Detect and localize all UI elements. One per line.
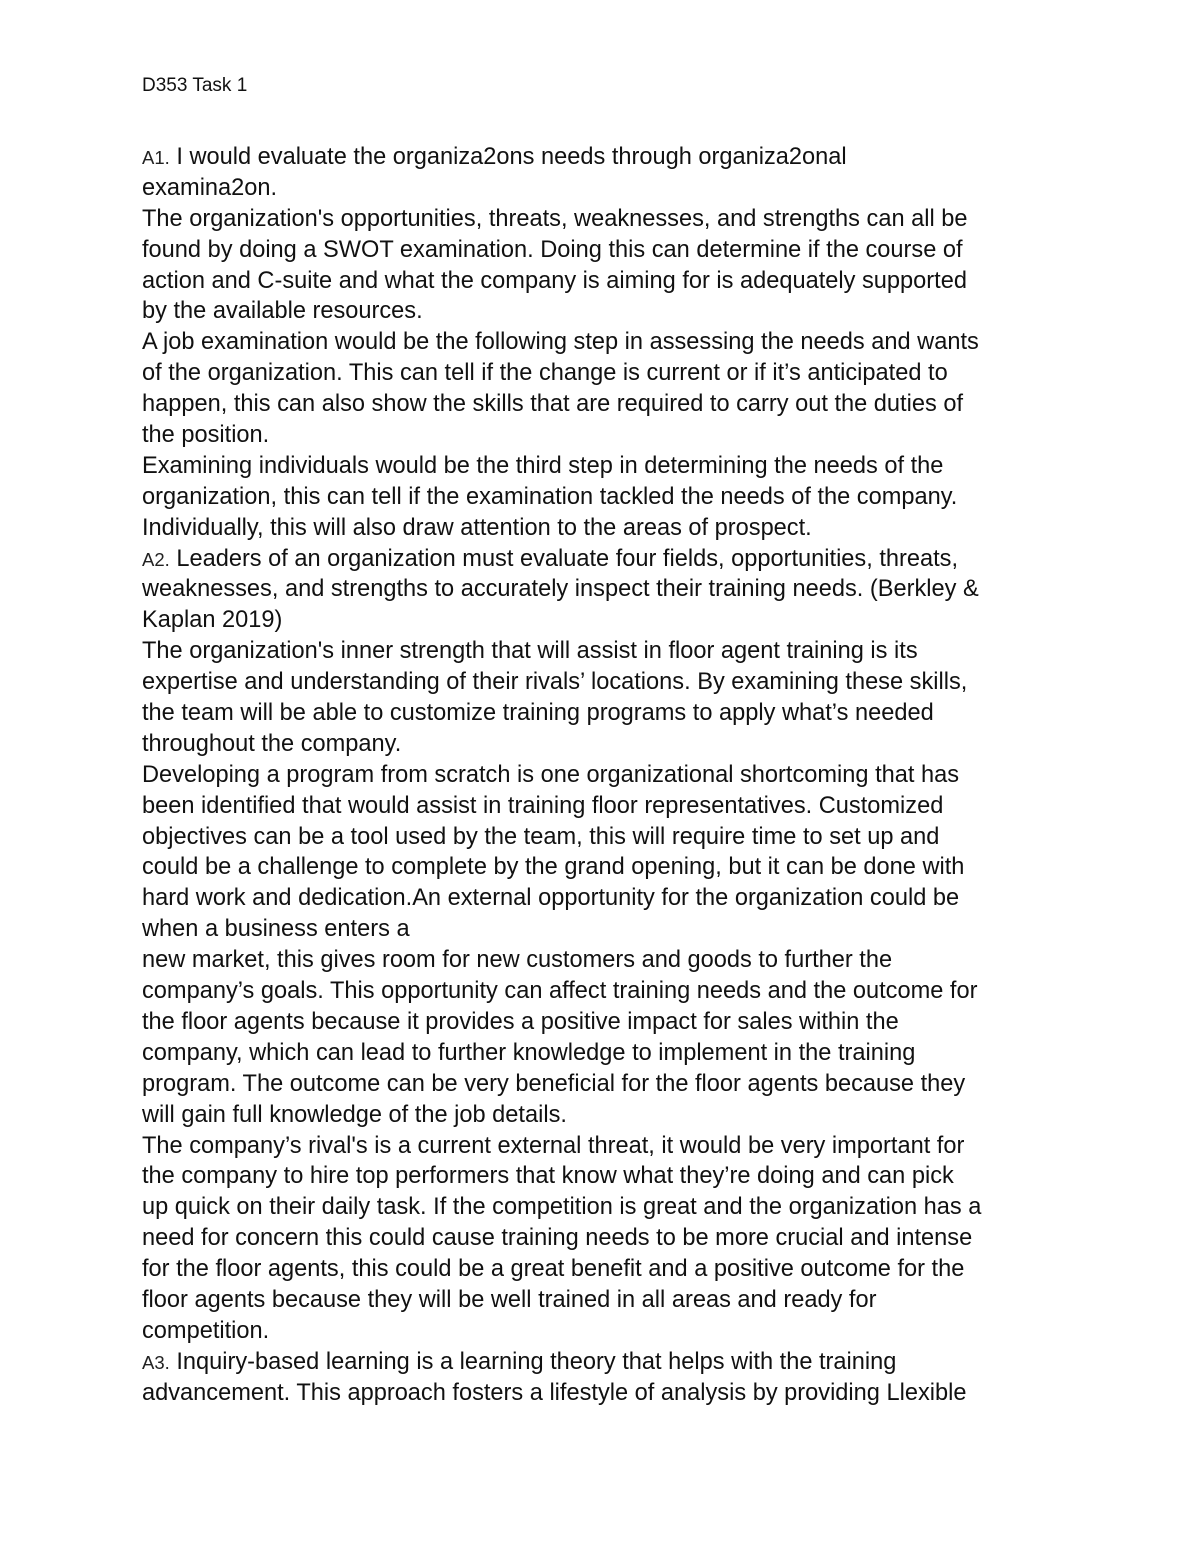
section-label: A2.	[142, 548, 170, 570]
line-text: The company’s rival's is a current external threat, it would be very important for	[142, 1132, 965, 1159]
line-text: happen, this can also show the skills that are required to carry out the duties of	[142, 391, 964, 418]
line-text: examina2on.	[142, 174, 278, 201]
text-line	[142, 1254, 1072, 1285]
text-line	[142, 544, 1072, 575]
line-text: action and C-suite and what the company is aiming for is adequately supported	[142, 267, 967, 294]
text-line	[142, 1038, 1072, 1069]
line-text: will gain full knowledge of the job details.	[142, 1101, 567, 1128]
text-line	[142, 266, 1072, 297]
line-text: found by doing a SWOT examination. Doing this can determine if the course of	[142, 236, 963, 263]
line-text: the floor agents because it provides a positive impact for sales within the	[142, 1008, 899, 1035]
text-line	[142, 1161, 1072, 1192]
section-label: A3.	[142, 1351, 170, 1373]
text-line	[142, 1223, 1072, 1254]
text-line	[142, 142, 1072, 173]
line-text: new market, this gives room for new customers and goods to further the	[142, 947, 893, 974]
text-line	[142, 1378, 1072, 1409]
line-text: Inquiry-based learning is a learning theory that helps with the training	[169, 1348, 897, 1375]
line-text: Examining individuals would be the third step in determining the needs of the	[142, 452, 944, 479]
line-text: the team will be able to customize training programs to apply what’s needed	[142, 700, 934, 727]
text-line	[142, 1131, 1072, 1162]
text-line	[142, 204, 1072, 235]
line-text: for the floor agents, this could be a great benefit and a positive outcome for the	[142, 1256, 965, 1283]
text-line	[142, 822, 1072, 853]
line-text: competition.	[142, 1317, 270, 1344]
text-line	[142, 1347, 1072, 1378]
text-line	[142, 1007, 1072, 1038]
line-text: the position.	[142, 422, 270, 449]
line-text: advancement. This approach fosters a lifestyle of analysis by providing Llexible	[142, 1379, 967, 1406]
line-text: Individually, this will also draw attention to the areas of prospect.	[142, 514, 812, 541]
text-line	[142, 574, 1072, 605]
text-line	[142, 1100, 1072, 1131]
text-line	[142, 976, 1072, 1007]
line-text: throughout the company.	[142, 730, 402, 757]
text-line	[142, 760, 1072, 791]
text-line	[142, 327, 1072, 358]
line-text: The organization's opportunities, threats, weaknesses, and strengths can all be	[142, 205, 968, 232]
text-line	[142, 605, 1072, 636]
line-text: expertise and understanding of their rivals’ locations. By examining these skills,	[142, 669, 968, 696]
text-line	[142, 1285, 1072, 1316]
line-text: Leaders of an organization must evaluate four fields, opportunities, threats,	[169, 545, 959, 572]
line-text: Kaplan 2019)	[142, 607, 283, 634]
line-text: could be a challenge to complete by the grand opening, but it can be done with	[142, 854, 965, 881]
line-text: program. The outcome can be very beneficial for the floor agents because they	[142, 1070, 966, 1097]
line-text: organization, this can tell if the examination tackled the needs of the company.	[142, 483, 958, 510]
line-text: weaknesses, and strengths to accurately inspect their training needs. (Berkley &	[142, 576, 979, 603]
line-text: the company to hire top performers that know what they’re doing and can pick	[142, 1163, 954, 1190]
text-line	[142, 883, 1072, 914]
line-text: Developing a program from scratch is one organizational shortcoming that has	[142, 761, 960, 788]
text-line	[142, 852, 1072, 883]
line-text: up quick on their daily task. If the competition is great and the organization has a	[142, 1194, 982, 1221]
line-text: I would evaluate the organiza2ons needs through organiza2onal	[169, 144, 847, 170]
line-text: floor agents because they will be well trained in all areas and ready for	[142, 1286, 877, 1313]
line-text: by the available resources.	[142, 298, 423, 325]
text-line	[142, 945, 1072, 976]
text-line	[142, 1069, 1072, 1100]
document-body	[142, 142, 1072, 1409]
line-text: when a business enters a	[142, 916, 410, 943]
text-line	[142, 451, 1072, 482]
line-text: hard work and dedication.An external opportunity for the organization could be	[142, 885, 960, 912]
text-line	[142, 296, 1072, 327]
text-line	[142, 389, 1072, 420]
section-label: A1.	[142, 147, 170, 168]
page-header: D353 Task 1	[142, 75, 248, 96]
text-line	[142, 482, 1072, 513]
text-line	[142, 513, 1072, 544]
line-text: need for concern this could cause training needs to be more crucial and intense	[142, 1225, 973, 1252]
text-line	[142, 667, 1072, 698]
line-text: been identified that would assist in training floor representatives. Customized	[142, 792, 944, 819]
text-line	[142, 791, 1072, 822]
text-line	[142, 1316, 1072, 1347]
text-line	[142, 636, 1072, 667]
text-line	[142, 173, 1072, 204]
text-line	[142, 729, 1072, 760]
text-line	[142, 914, 1072, 945]
line-text: A job examination would be the following step in assessing the needs and wants	[142, 329, 979, 356]
line-text: The organization's inner strength that will assist in floor agent training is its	[142, 638, 918, 665]
line-text: company’s goals. This opportunity can affect training needs and the outcome for	[142, 978, 978, 1005]
text-line	[142, 235, 1072, 266]
text-line	[142, 358, 1072, 389]
text-line	[142, 420, 1072, 451]
line-text: company, which can lead to further knowledge to implement in the training	[142, 1039, 916, 1066]
text-line	[142, 698, 1072, 729]
line-text: objectives can be a tool used by the team, this will require time to set up and	[142, 823, 940, 850]
text-line	[142, 1192, 1072, 1223]
line-text: of the organization. This can tell if the change is current or if it’s anticipated to	[142, 360, 948, 387]
